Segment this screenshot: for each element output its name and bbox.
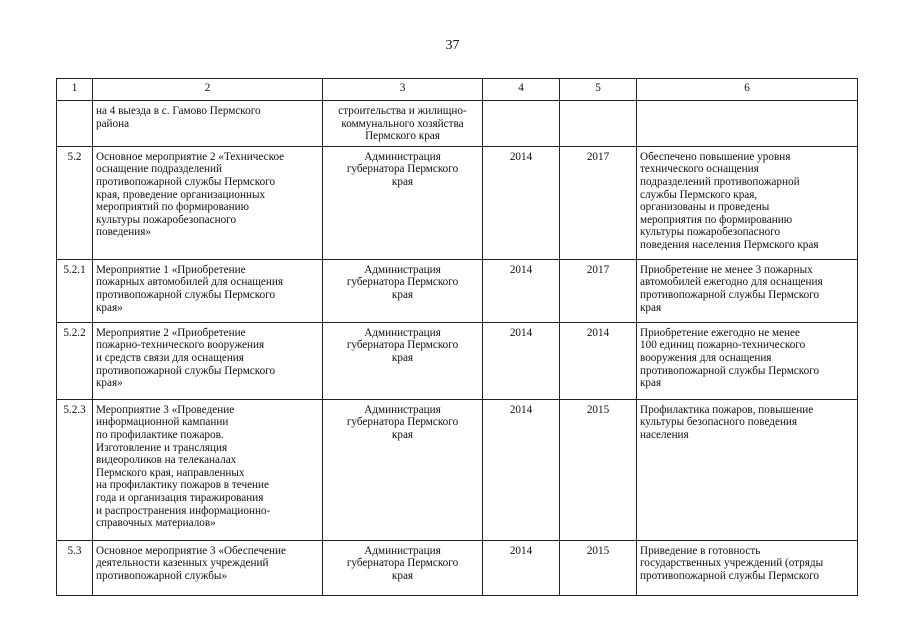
table-row [57, 146, 858, 259]
row-number: 5.2 [57, 146, 93, 259]
page-number: 37 [445, 38, 460, 53]
table-row [57, 540, 858, 595]
expected-result: Приведение в готовность государственных учреждений (отряды противопожарной службы Пермского [637, 540, 858, 595]
executor: Администрация губернатора Пермского края [323, 146, 483, 259]
start-year: 2014 [483, 399, 560, 540]
activity-name: Основное мероприятие 2 «Техническое оснащение подразделений противопожарной службы Пермского края, проведение организационных мероприятий по формированию культуры пожаробезопасного поведения» [93, 146, 323, 259]
end-year [560, 101, 637, 147]
start-year: 2014 [483, 540, 560, 595]
table-row [57, 322, 858, 399]
header-cell-4: 4 [483, 79, 560, 101]
activity-name: Мероприятие 2 «Приобретение пожарно-технического вооружения и средств связи для оснащения противопожарной службы Пермского края» [93, 322, 323, 399]
start-year: 2014 [483, 259, 560, 322]
table-row [57, 399, 858, 540]
expected-result: Профилактика пожаров, повышение культуры безопасного поведения населения [637, 399, 858, 540]
executor: Администрация губернатора Пермского края [323, 540, 483, 595]
header-cell-6: 6 [637, 79, 858, 101]
end-year: 2015 [560, 399, 637, 540]
program-activities-table [56, 78, 858, 596]
activity-name: Мероприятие 3 «Проведение информационной кампании по профилактике пожаров. Изготовление и трансляция видеороликов на телеканалах Пермского края, направленных на профилактику пожаров в течение года и организация тиражирования и распространения информационно- справочных материалов» [93, 399, 323, 540]
expected-result: Обеспечено повышение уровня технического оснащения подразделений противопожарной службы Пермского края, организованы и проведены мероприятия по формированию культуры пожаробезопасного поведения населения Пермского края [637, 146, 858, 259]
end-year: 2015 [560, 540, 637, 595]
row-number: 5.2.3 [57, 399, 93, 540]
executor: строительства и жилищно- коммунального хозяйства Пермского края [323, 101, 483, 147]
header-cell-5: 5 [560, 79, 637, 101]
start-year: 2014 [483, 322, 560, 399]
start-year: 2014 [483, 146, 560, 259]
row-number: 5.3 [57, 540, 93, 595]
row-number [57, 101, 93, 147]
header-row [57, 79, 858, 101]
activity-name: на 4 выезда в с. Гамово Пермского района [93, 101, 323, 147]
executor: Администрация губернатора Пермского края [323, 399, 483, 540]
executor: Администрация губернатора Пермского края [323, 322, 483, 399]
executor: Администрация губернатора Пермского края [323, 259, 483, 322]
table-row [57, 259, 858, 322]
expected-result: Приобретение ежегодно не менее 100 единиц пожарно-технического вооружения для оснащения противопожарной службы Пермского края [637, 322, 858, 399]
activity-name: Основное мероприятие 3 «Обеспечение деятельности казенных учреждений противопожарной службы» [93, 540, 323, 595]
header-cell-3: 3 [323, 79, 483, 101]
end-year: 2017 [560, 259, 637, 322]
expected-result: Приобретение не менее 3 пожарных автомобилей ежегодно для оснащения противопожарной службы Пермского края [637, 259, 858, 322]
end-year: 2014 [560, 322, 637, 399]
table-row [57, 101, 858, 147]
activity-name: Мероприятие 1 «Приобретение пожарных автомобилей для оснащения противопожарной службы Пермского края» [93, 259, 323, 322]
header-cell-1: 1 [57, 79, 93, 101]
row-number: 5.2.2 [57, 322, 93, 399]
header-cell-2: 2 [93, 79, 323, 101]
end-year: 2017 [560, 146, 637, 259]
expected-result [637, 101, 858, 147]
start-year [483, 101, 560, 147]
row-number: 5.2.1 [57, 259, 93, 322]
